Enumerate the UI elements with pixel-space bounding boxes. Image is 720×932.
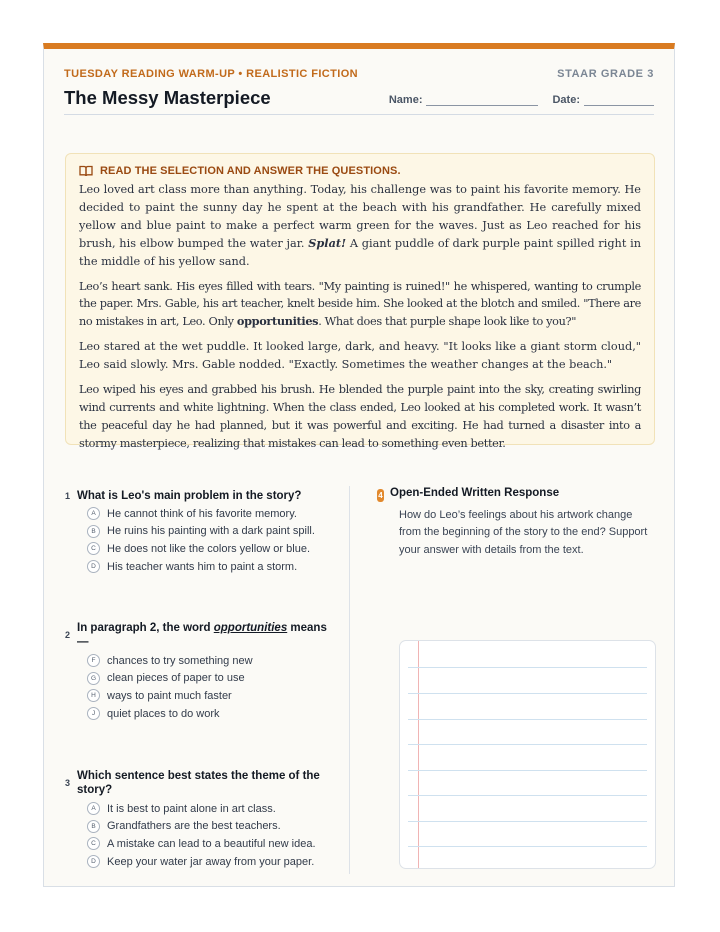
choice-bubble[interactable]: A [87, 507, 100, 520]
passage-paragraph-3: Leo stared at the wet puddle. It looked large, dark, and heavy. "It looks like a giant storm cloud," Leo said slowly. Mrs. Gable nodded. "Exactly. Sometimes the weather changes at the beach." [79, 340, 641, 372]
passage-paragraph-4: Leo wiped his eyes and grabbed his brush. He blended the purple paint into the sky, creating swirling wind currents and white lightning. When the class ended, Leo looked at his completed work. It wasn’t the peaceful day he had planned, but it was powerful and exciting. He had turned a disaster into a stormy masterpiece, realizing that mistakes can lead to something even better. [79, 383, 641, 450]
grade-label: STAAR GRADE 3 [557, 68, 654, 80]
answer-choice[interactable] [87, 818, 316, 836]
answer-choice[interactable] [87, 652, 253, 670]
choice-text: clean pieces of paper to use [107, 672, 245, 685]
p2-text-a: Leo’s heart sank. His eyes filled with tears. "My painting is ruined!" he whispered, wanting to crumple the paper. Mrs. Gable, his art teacher, knelt beside him. She looked at the blotch and smiled. "There are no mistakes in art, Leo. Only [79, 279, 641, 329]
passage-instruction-text: READ THE SELECTION AND ANSWER THE QUESTIONS. [100, 165, 401, 177]
vocab-word-opportunities: opportunities [236, 314, 319, 329]
choice-text: A mistake can lead to a beautiful new idea. [107, 837, 316, 850]
answer-choice[interactable] [87, 540, 315, 558]
worksheet-kicker: TUESDAY READING WARM-UP • REALISTIC FICTION [64, 68, 359, 80]
question-text-b: means — [77, 622, 327, 648]
choice-text: His teacher wants him to paint a storm. [107, 560, 298, 573]
choice-bubble[interactable]: B [87, 820, 100, 833]
choice-bubble[interactable]: A [87, 802, 100, 815]
question-text-a: In paragraph 2, the word [77, 622, 214, 634]
question-number-badge: 4 [378, 491, 383, 500]
writing-line [408, 846, 647, 847]
writing-line [408, 719, 647, 720]
choice-bubble[interactable]: F [87, 654, 100, 667]
answer-choice[interactable] [87, 800, 316, 818]
writing-line [408, 744, 647, 745]
name-field[interactable] [426, 93, 538, 106]
answer-choice[interactable] [87, 670, 253, 688]
answer-choice[interactable] [87, 853, 316, 871]
header-divider [64, 114, 654, 115]
reading-passage [65, 153, 655, 450]
student-fields [389, 93, 654, 106]
open-response-title: Open-Ended Written Response [390, 487, 560, 499]
writing-line [408, 821, 647, 822]
splat-word: Splat! [308, 235, 347, 250]
choice-bubble[interactable]: D [87, 855, 100, 868]
choice-bubble[interactable]: B [87, 525, 100, 538]
choice-bubble[interactable]: J [87, 707, 100, 720]
date-label: Date: [552, 94, 580, 106]
answer-choice[interactable] [87, 835, 316, 853]
question-number: 1 [64, 491, 70, 501]
question-vocab-word: opportunities [213, 622, 288, 634]
answer-choices [87, 800, 316, 870]
question-number: 3 [64, 778, 70, 788]
choice-bubble[interactable]: C [87, 837, 100, 850]
p1-text-b: A giant puddle of dark purple paint spilled right in the middle of his yellow sand. [79, 236, 641, 268]
writing-line [408, 693, 647, 694]
margin-line [418, 641, 419, 868]
open-response-prompt: How do Leo’s feelings about his artwork change from the beginning of the story to the end? Support your answer with details from the text. [399, 509, 648, 556]
passage-paragraph-2 [79, 278, 641, 332]
question-text: What is Leo's main problem in the story? [77, 490, 302, 502]
p1-text-a: Leo loved art class more than anything. Today, his challenge was to paint his favorite memory. He decided to paint the sunny day he spent at the beach with his grandfather. He carefully mixed yellow and blue paint to make a perfect warm green for the waves. Just as Leo reached for his brush, his elbow bumped the water jar. [79, 183, 641, 250]
choice-text: He ruins his painting with a dark paint spill. [107, 525, 315, 538]
choice-text: Keep your water jar away from your paper. [107, 855, 315, 868]
answer-choices [87, 652, 253, 722]
choice-text: Grandfathers are the best teachers. [107, 820, 281, 833]
choice-text: chances to try something new [107, 654, 253, 667]
question-text: Which sentence best states the theme of the story? [77, 770, 320, 796]
passage-paragraph-1 [79, 181, 641, 271]
page-title: The Messy Masterpiece [64, 87, 271, 108]
date-field[interactable] [584, 93, 654, 106]
passage-instruction [79, 165, 641, 177]
written-response-box[interactable] [399, 640, 656, 869]
p2-text-b: . What does that purple shape look like to you?" [318, 315, 577, 329]
answer-choice[interactable] [87, 505, 315, 523]
answer-choice[interactable] [87, 705, 253, 723]
answer-choices [87, 505, 315, 575]
worksheet-page [43, 43, 675, 887]
choice-text: quiet places to do work [107, 707, 220, 720]
writing-line [408, 770, 647, 771]
writing-line [408, 795, 647, 796]
choice-bubble[interactable]: H [87, 689, 100, 702]
question-number: 2 [64, 630, 70, 640]
choice-bubble[interactable]: G [87, 672, 100, 685]
choice-text: It is best to paint alone in art class. [107, 802, 276, 815]
choice-text: ways to paint much faster [107, 689, 232, 702]
choice-bubble[interactable]: D [87, 560, 100, 573]
book-icon [79, 165, 93, 177]
question-text [77, 621, 332, 649]
choice-text: He does not like the colors yellow or blue. [107, 542, 310, 555]
column-divider [349, 486, 350, 874]
choice-bubble[interactable]: C [87, 542, 100, 555]
answer-choice[interactable] [87, 558, 315, 576]
answer-choice[interactable] [87, 687, 253, 705]
header-top [64, 66, 654, 82]
choice-text: He cannot think of his favorite memory. [107, 507, 297, 520]
name-label: Name: [388, 94, 423, 106]
writing-line [408, 667, 647, 668]
answer-choice[interactable] [87, 523, 315, 541]
